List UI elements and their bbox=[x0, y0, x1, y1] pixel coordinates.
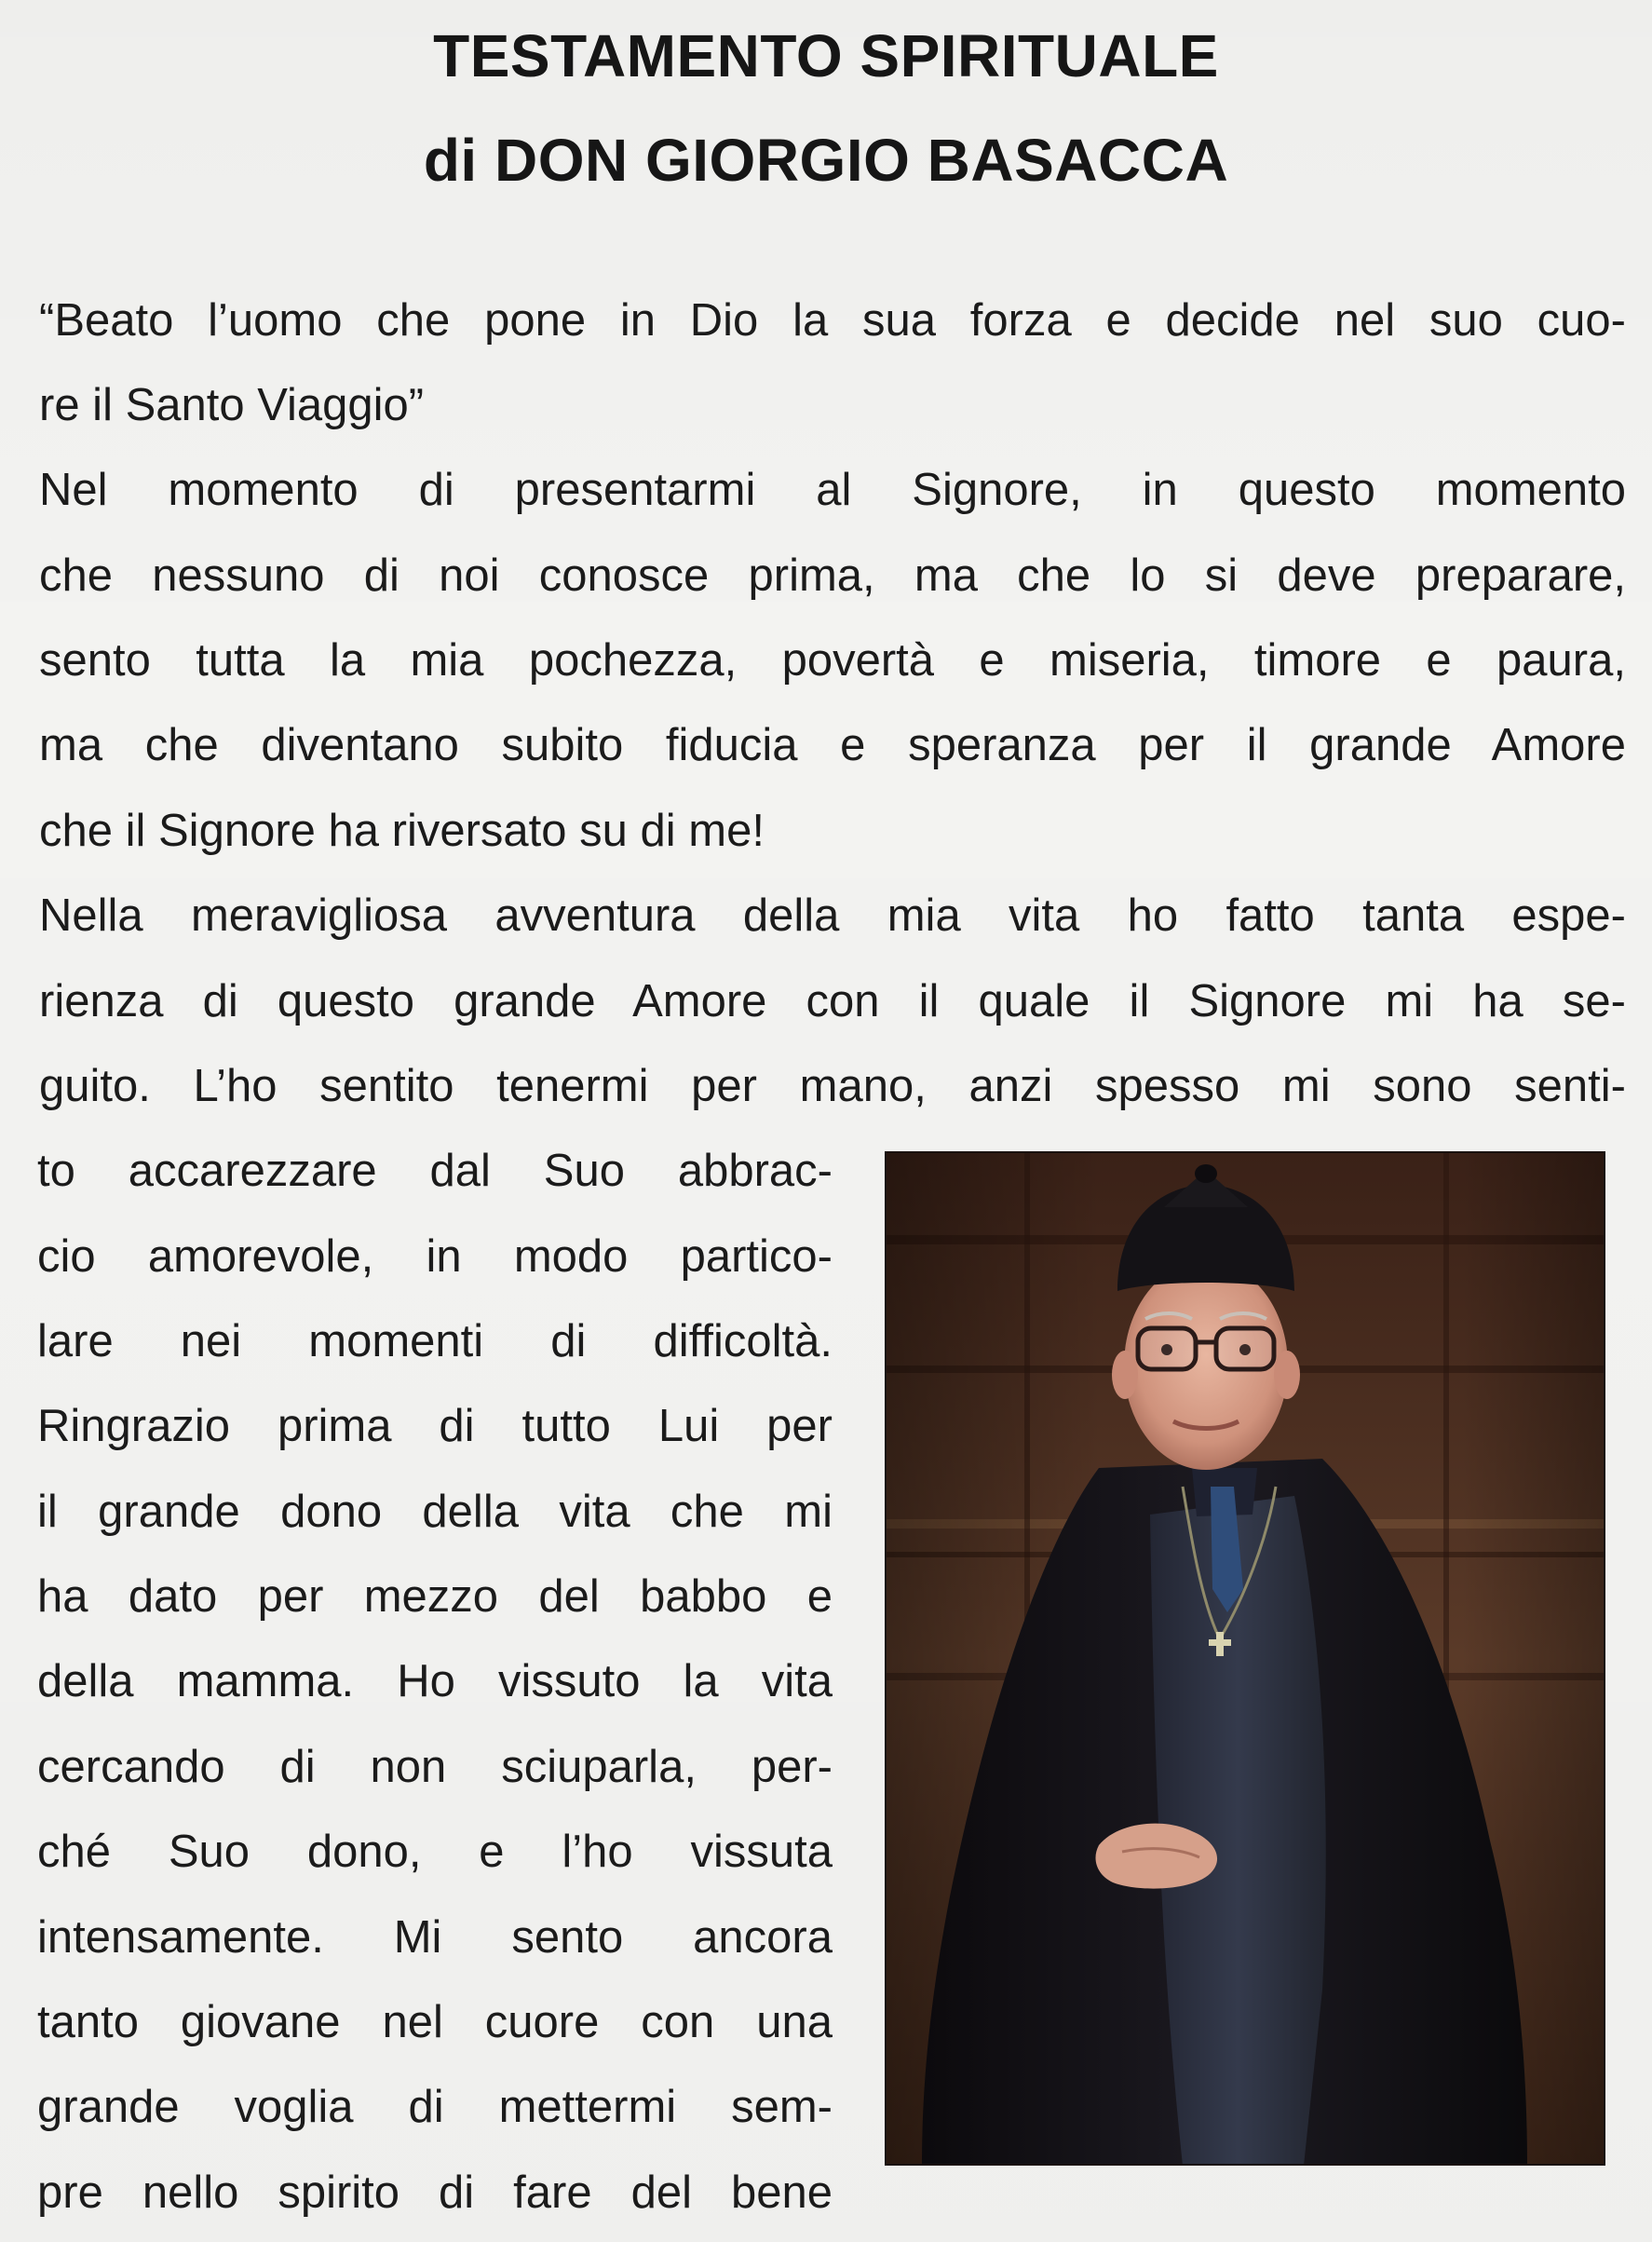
document-title: TESTAMENTO SPIRITUALE bbox=[433, 22, 1219, 89]
column-text-line: cercando di non sciuparla, per- bbox=[37, 1742, 833, 1792]
text-line: sento tutta la mia pochezza, povertà e miseria, timore e paura, bbox=[39, 635, 1626, 686]
priest-portrait-photo bbox=[885, 1151, 1605, 2166]
text-line: “Beato l’uomo che pone in Dio la sua forza e decide nel suo cuo- bbox=[39, 295, 1626, 346]
column-text-line: ché Suo dono, e l’ho vissuta bbox=[37, 1827, 833, 1877]
text-line: che nessuno di noi conosce prima, ma che lo si deve preparare, bbox=[39, 550, 1626, 601]
column-text-line: della mamma. Ho vissuto la vita bbox=[37, 1656, 833, 1706]
column-text-line: tanto giovane nel cuore con una bbox=[37, 1997, 833, 2047]
text-line: re il Santo Viaggio” bbox=[39, 380, 425, 430]
text-line: Nella meravigliosa avventura della mia vita ho fatto tanta espe- bbox=[39, 890, 1626, 941]
column-text-line: Ringrazio prima di tutto Lui per bbox=[37, 1401, 833, 1451]
column-text-line: cio amorevole, in modo partico- bbox=[37, 1231, 833, 1282]
text-line: che il Signore ha riversato su di me! bbox=[39, 806, 765, 856]
text-line: ma che diventano subito fiducia e speranza per il grande Amore bbox=[39, 720, 1626, 770]
text-line: rienza di questo grande Amore con il quale il Signore mi ha se- bbox=[39, 976, 1626, 1026]
column-text-line: lare nei momenti di difficoltà. bbox=[37, 1316, 833, 1366]
column-text-line: il grande dono della vita che mi bbox=[37, 1487, 833, 1537]
text-line: Nel momento di presentarmi al Signore, in questo momento bbox=[39, 465, 1626, 515]
column-text-line: grande voglia di mettermi sem- bbox=[37, 2082, 833, 2132]
column-text-line: pre nello spirito di fare del bene bbox=[37, 2167, 833, 2218]
column-text-line: ha dato per mezzo del babbo e bbox=[37, 1571, 833, 1622]
column-text-line: intensamente. Mi sento ancora bbox=[37, 1912, 833, 1963]
document-subtitle: di DON GIORGIO BASACCA bbox=[423, 127, 1229, 194]
column-text-line: to accarezzare dal Suo abbrac- bbox=[37, 1146, 833, 1196]
text-line: guito. L’ho sentito tenermi per mano, anzi spesso mi sono senti- bbox=[39, 1061, 1626, 1111]
